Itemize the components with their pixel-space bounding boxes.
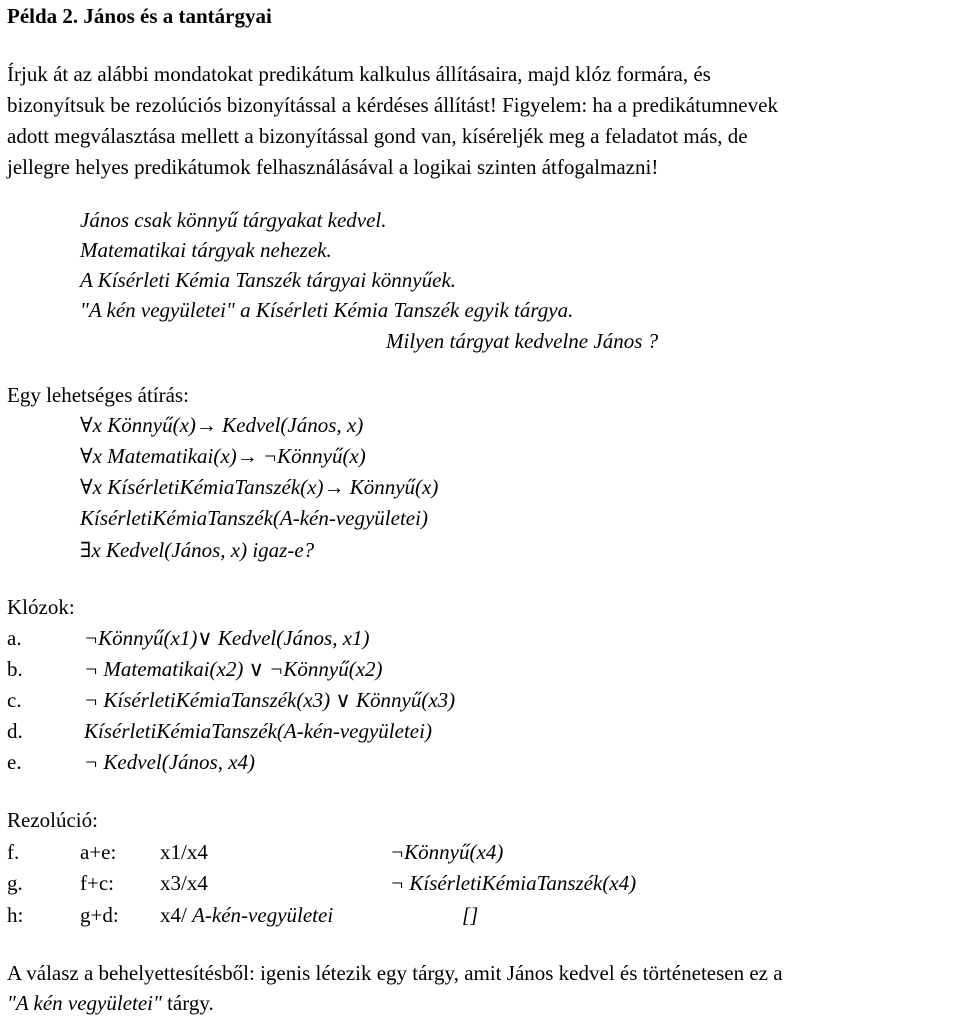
answer-line (7, 993, 214, 1014)
resolution-subst-term: A-kén-vegyületei (192, 903, 334, 927)
page-title: Példa 2. János és a tantárgyai (7, 4, 272, 28)
answer-rest: tárgy. (161, 991, 214, 1015)
formula: ∀x Matematikai(x)→ ¬Könnyű(x) (80, 444, 366, 468)
clause-label: a. (7, 626, 22, 650)
resolution-subst (160, 905, 333, 926)
answer-line: A válasz a behelyettesítésből: igenis létezik egy tárgy, amit János kedvel és történetesen ez a (7, 961, 783, 985)
resolution-pair: a+e: (80, 840, 117, 864)
formula: KísérletiKémiaTanszék(A-kén-vegyületei) (80, 506, 428, 530)
resolution-pair: g+d: (80, 903, 119, 927)
sentence: "A kén vegyületei" a Kísérleti Kémia Tanszék egyik tárgya. (80, 298, 574, 322)
formula: ∀x Könnyű(x)→ Kedvel(János, x) (80, 413, 364, 437)
resolution-label: f. (7, 840, 20, 864)
formula: ∀x KísérletiKémiaTanszék(x)→ Könnyű(x) (80, 475, 439, 499)
intro-line: adott megválasztása mellett a bizonyítással gond van, kíséreljék meg a feladatot más, de (7, 124, 748, 148)
empty-clause: [] (462, 903, 479, 927)
clause-label: d. (7, 719, 23, 743)
resolution-subst-var: x4/ (160, 903, 187, 927)
sentence: Matematikai tárgyak nehezek. (80, 238, 332, 262)
formula: ∃x Kedvel(János, x) igaz-e? (80, 538, 315, 562)
resolution-pair: f+c: (80, 871, 114, 895)
resolution-label: g. (7, 871, 23, 895)
clause-label: c. (7, 688, 22, 712)
answer-term: "A kén vegyületei" (7, 991, 162, 1015)
clause-text: ¬ KísérletiKémiaTanszék(x3) ∨ Könnyű(x3) (84, 688, 456, 712)
sentence: János csak könnyű tárgyakat kedvel. (80, 208, 387, 232)
intro-line: jellegre helyes predikátumok felhasználásával a logikai szinten átfogalmazni! (7, 155, 659, 179)
resolution-subst: x1/x4 (160, 840, 208, 864)
rewrite-heading: Egy lehetséges átírás: (7, 383, 189, 407)
intro-line: Írjuk át az alábbi mondatokat predikátum kalkulus állításaira, majd klóz formára, és (7, 62, 711, 86)
sentence: A Kísérleti Kémia Tanszék tárgyai könnyűek. (80, 268, 457, 292)
resolution-result: ¬ KísérletiKémiaTanszék(x4) (390, 871, 637, 895)
intro-line: bizonyítsuk be rezolúciós bizonyítással a kérdéses állítást! Figyelem: ha a predikátumnevek (7, 93, 778, 117)
clause-text: KísérletiKémiaTanszék(A-kén-vegyületei) (84, 719, 432, 743)
clause-label: e. (7, 750, 22, 774)
resolution-label: h: (7, 903, 24, 927)
clause-text: ¬Könnyű(x1)∨ Kedvel(János, x1) (84, 626, 370, 650)
resolution-subst: x3/x4 (160, 871, 208, 895)
clause-label: b. (7, 657, 23, 681)
clauses-heading: Klózok: (7, 595, 75, 619)
clause-text: ¬ Matematikai(x2) ∨ ¬Könnyű(x2) (84, 657, 383, 681)
resolution-heading: Rezolúció: (7, 808, 98, 832)
question: Milyen tárgyat kedvelne János ? (386, 329, 659, 353)
resolution-result: ¬Könnyű(x4) (390, 840, 504, 864)
clause-text: ¬ Kedvel(János, x4) (84, 750, 256, 774)
